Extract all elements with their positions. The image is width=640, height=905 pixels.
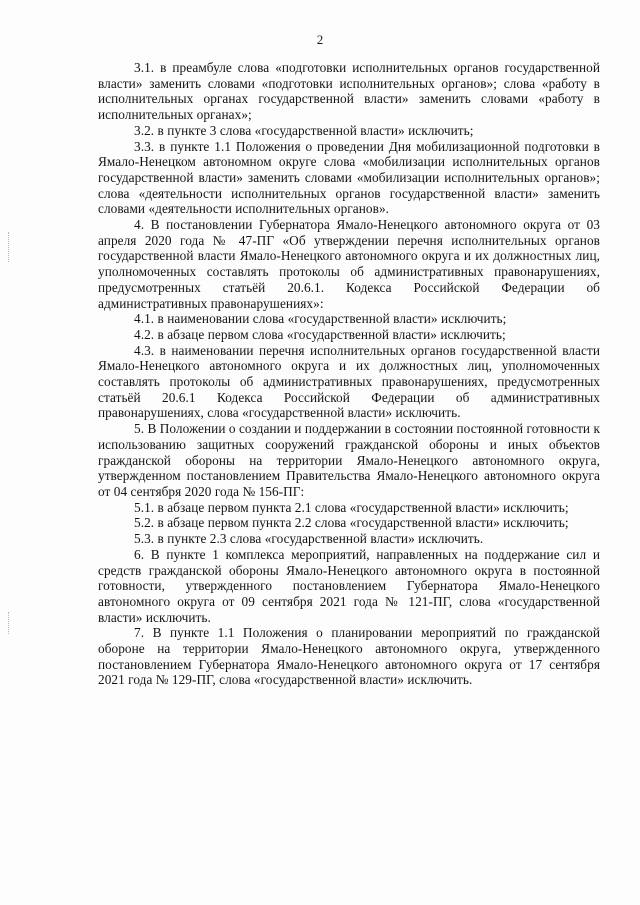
paragraph-4-2: 4.2. в абзаце первом слова «государственной власти» исключить; xyxy=(134,326,506,342)
paragraph-3-3: 3.3. в пункте 1.1 Положения о проведении Дня мобилизационной подготовки в Ямало-Ненецком автономном округе слова «мобилизации исполнительных органов государственной власти» заменить словами «мобилизации исполнительных органов»; слова «деятельности исполнительных органов государственной власти» заменить словами «деятельности исполнительных органов». xyxy=(98,138,600,217)
paragraph-6: 6. В пункте 1 комплекса мероприятий, направленных на поддержание сил и средств гражданской обороны Ямало-Ненецкого автономного округа в постоянной готовности, утвержденного постановлением Губернатора Ямало-Ненецкого автономного округа от 09 сентября 2021 года № 121-ПГ, слова «государственной власти» исключить. xyxy=(98,546,600,625)
paragraph-3-1: 3.1. в преамбуле слова «подготовки исполнительных органов государственной власти» заменить словами «подготовки исполнительных органов»; слова «работу в исполнительных органах государственной власти» заменить словами «работу в исполнительных органах»; xyxy=(98,60,600,123)
paragraph-5-2: 5.2. в абзаце первом пункта 2.2 слова «государственной власти» исключить; xyxy=(134,515,569,531)
paragraph-3-2: 3.2. в пункте 3 слова «государственной власти» исключить; xyxy=(134,122,474,138)
paragraph-5-3: 5.3. в пункте 2.3 слова «государственной власти» исключить. xyxy=(134,531,484,547)
paragraph-4-3: 4.3. в наименовании перечня исполнительных органов государственной власти Ямало-Ненецкого автономного округа и их должностных лиц, уполномоченных составлять протоколы об административных правонарушениях, предусмотренных статьёй 20.6.1 Кодекса Российской Федерации об административных правонарушениях, слова «государственной власти» исключить. xyxy=(98,342,600,421)
scan-artifact xyxy=(8,232,11,262)
page-number: 2 xyxy=(316,32,324,47)
paragraph-5: 5. В Положении о создании и поддержании в состоянии постоянной готовности к использованию защитных сооружений гражданской обороны и иных объектов гражданской обороны на территории Ямало-Ненецкого автономного округа, утвержденном постановлением Правительства Ямало-Ненецкого автономного округа от 04 сентября 2020 года № 156-ПГ: xyxy=(98,421,600,499)
scan-artifact xyxy=(8,612,11,634)
paragraph-5-1: 5.1. в абзаце первом пункта 2.1 слова «государственной власти» исключить; xyxy=(134,499,569,515)
paragraph-4-1: 4.1. в наименовании слова «государственной власти» исключить; xyxy=(134,311,507,327)
document-body xyxy=(98,60,600,688)
paragraph-7: 7. В пункте 1.1 Положения о планировании мероприятий по гражданской обороне на территории Ямало-Ненецкого автономного округа, утвержденного постановлением Губернатора Ямало-Ненецкого автономного округа от 17 сентября 2021 года № 129-ПГ, слова «государственной власти» исключить. xyxy=(98,625,600,688)
paragraph-4: 4. В постановлении Губернатора Ямало-Ненецкого автономного округа от 03 апреля 2020 года № 47-ПГ «Об утверждении перечня исполнительных органов государственной власти Ямало-Ненецкого автономного округа и их должностных лиц, уполномоченных составлять протоколы об административных правонарушениях, предусмотренных статьёй 20.6.1. Кодекса Российской Федерации об административных правонарушениях»: xyxy=(98,217,600,311)
